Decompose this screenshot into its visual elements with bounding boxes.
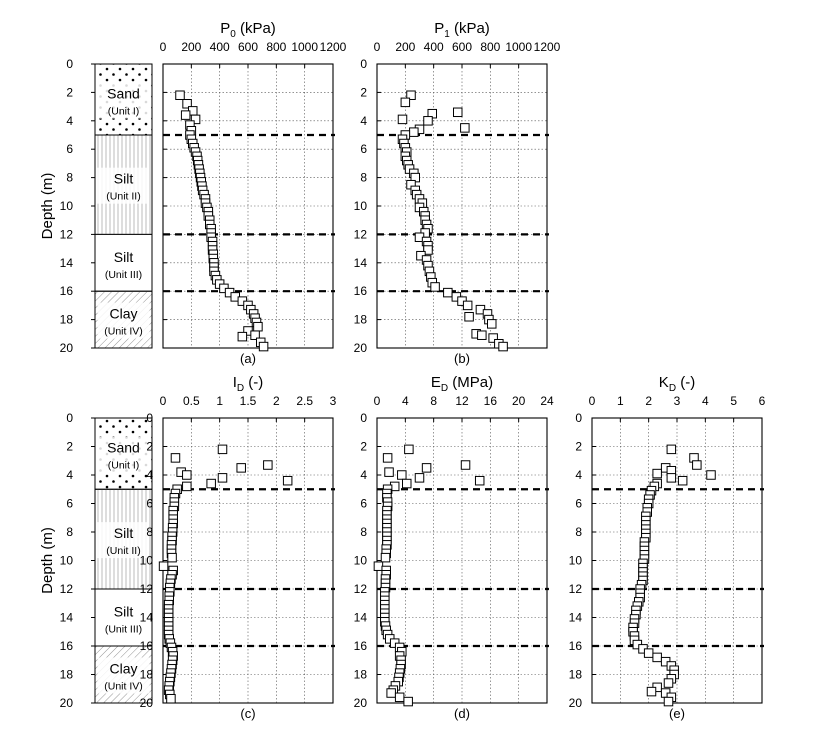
data-point xyxy=(678,476,687,485)
y-tick-label: 2 xyxy=(146,439,153,454)
data-point xyxy=(238,332,247,341)
y-tick-label: 2 xyxy=(360,439,367,454)
y-tick-label: 6 xyxy=(146,496,153,511)
title-units: (kPa) xyxy=(449,20,490,37)
x-tick-label: 1 xyxy=(616,394,624,408)
x-tick-label: 1000 xyxy=(291,40,319,54)
chart-panel xyxy=(354,20,561,366)
panel-label: (a) xyxy=(240,351,256,366)
data-point xyxy=(461,124,470,132)
chart-panel xyxy=(160,20,347,366)
data-point xyxy=(254,322,263,331)
x-tick-label: 1.5 xyxy=(239,394,257,408)
depth-tick-label: 2 xyxy=(66,85,73,100)
y-tick-label: 18 xyxy=(139,667,153,682)
depth-tick-label: 16 xyxy=(59,639,73,653)
x-tick-label: 200 xyxy=(395,40,416,54)
data-point xyxy=(283,476,292,485)
y-tick-label: 16 xyxy=(568,639,582,653)
data-point xyxy=(647,687,656,696)
y-tick-label: 18 xyxy=(353,667,367,682)
data-point xyxy=(410,128,419,137)
y-tick-label: 10 xyxy=(568,553,582,568)
chart-title xyxy=(434,20,490,40)
soil-unit-name: Silt xyxy=(113,170,134,187)
data-point xyxy=(237,464,246,473)
soil-unit-label: (Unit III) xyxy=(104,623,143,636)
y-tick-label: 10 xyxy=(353,199,367,213)
y-tick-label: 12 xyxy=(353,582,367,596)
soil-unit-name: Sand xyxy=(107,85,140,102)
x-tick-label: 2 xyxy=(645,394,653,408)
soil-unit-label: (Unit I) xyxy=(107,105,140,118)
soil-unit-label: (Unit II) xyxy=(106,190,141,203)
depth-tick-label: 6 xyxy=(66,142,73,157)
x-tick-label: 4 xyxy=(401,394,409,408)
data-point xyxy=(667,445,676,454)
x-tick-label: 3 xyxy=(329,394,337,408)
depth-tick-label: 8 xyxy=(66,525,73,539)
title-main: E xyxy=(430,374,441,391)
depth-tick-label: 10 xyxy=(59,199,73,213)
data-point xyxy=(463,301,472,310)
data-point xyxy=(405,445,414,454)
chart-title xyxy=(431,374,493,394)
depth-tick-label: 14 xyxy=(59,610,73,625)
y-tick-label: 16 xyxy=(353,284,367,299)
x-tick-label: 0 xyxy=(159,394,167,408)
x-tick-label: 2 xyxy=(272,394,280,408)
depth-axis-label: Depth (m) xyxy=(39,527,56,594)
depth-tick-label: 0 xyxy=(66,57,73,71)
panel-label: (b) xyxy=(454,351,470,366)
data-point xyxy=(167,694,176,703)
soil-unit-name: Silt xyxy=(113,603,134,620)
x-tick-label: 600 xyxy=(451,40,473,54)
soil-unit-label: (Unit II) xyxy=(106,545,141,558)
x-tick-label: 0 xyxy=(159,40,167,54)
data-point xyxy=(381,553,390,562)
depth-tick-label: 10 xyxy=(59,553,73,568)
data-point xyxy=(444,288,453,297)
y-tick-label: 8 xyxy=(146,525,153,539)
y-tick-label: 0 xyxy=(360,411,367,425)
data-point xyxy=(404,697,413,706)
data-point xyxy=(383,454,392,463)
x-tick-label: 600 xyxy=(237,40,259,54)
y-tick-label: 16 xyxy=(139,639,153,653)
soil-logs xyxy=(39,57,152,710)
y-tick-label: 10 xyxy=(353,553,367,568)
data-point xyxy=(461,461,470,470)
y-tick-label: 0 xyxy=(146,411,153,425)
data-point xyxy=(454,108,463,117)
y-tick-label: 8 xyxy=(360,170,367,185)
title-units: (-) xyxy=(244,374,264,391)
depth-tick-label: 12 xyxy=(59,582,73,596)
chart-title xyxy=(220,20,276,40)
data-point xyxy=(264,461,273,470)
data-point xyxy=(465,313,474,322)
data-point xyxy=(398,471,407,480)
title-units: (-) xyxy=(676,374,696,391)
y-tick-label: 16 xyxy=(353,639,367,653)
y-tick-label: 20 xyxy=(568,696,582,710)
title-main: P xyxy=(220,20,231,37)
panel-label: (c) xyxy=(240,706,256,721)
y-tick-label: 10 xyxy=(139,553,153,568)
depth-axis-label: Depth (m) xyxy=(39,172,56,240)
data-point xyxy=(499,342,508,351)
soil-unit-label: (Unit IV) xyxy=(104,680,143,693)
data-point xyxy=(171,454,180,463)
data-point xyxy=(207,479,216,488)
data-point xyxy=(181,111,190,120)
depth-tick-label: 20 xyxy=(59,341,73,355)
x-tick-label: 200 xyxy=(181,40,202,54)
depth-tick-label: 20 xyxy=(59,696,73,710)
chart-title xyxy=(233,374,264,394)
title-subscript: 0 xyxy=(230,29,236,40)
soil-unit-label: (Unit I) xyxy=(107,459,140,472)
panel-label: (e) xyxy=(669,706,685,721)
x-tick-label: 0 xyxy=(373,394,381,408)
x-tick-label: 24 xyxy=(540,394,554,408)
y-tick-label: 12 xyxy=(568,582,582,596)
depth-tick-label: 18 xyxy=(59,312,73,327)
y-tick-label: 8 xyxy=(360,525,367,539)
title-subscript: D xyxy=(668,383,677,394)
x-tick-label: 400 xyxy=(423,40,444,54)
y-tick-label: 6 xyxy=(360,496,367,511)
x-tick-label: 400 xyxy=(209,40,230,54)
soil-unit-name: Silt xyxy=(113,525,134,542)
x-tick-label: 800 xyxy=(480,40,501,54)
y-tick-label: 20 xyxy=(353,696,367,710)
y-tick-label: 18 xyxy=(353,312,367,327)
data-point xyxy=(168,553,177,562)
panel-label: (d) xyxy=(454,706,470,721)
x-tick-label: 800 xyxy=(266,40,287,54)
data-point xyxy=(667,474,676,483)
x-tick-label: 4 xyxy=(701,394,709,408)
data-point xyxy=(707,471,716,480)
x-tick-label: 1 xyxy=(216,394,224,408)
chart-title xyxy=(659,374,695,394)
data-point xyxy=(424,117,433,126)
x-tick-label: 1200 xyxy=(533,40,561,54)
data-point xyxy=(693,461,702,470)
x-tick-label: 16 xyxy=(483,394,498,408)
y-tick-label: 20 xyxy=(139,696,153,710)
x-tick-label: 6 xyxy=(758,394,766,408)
data-point xyxy=(259,342,268,351)
data-point xyxy=(218,445,227,454)
data-point xyxy=(403,479,412,488)
chart-panel xyxy=(354,374,554,721)
data-point xyxy=(653,653,662,662)
data-point xyxy=(664,697,673,706)
title-subscript: D xyxy=(236,383,245,394)
y-tick-label: 4 xyxy=(575,468,582,482)
x-tick-label: 1000 xyxy=(505,40,533,54)
title-main: K xyxy=(658,374,669,391)
data-point xyxy=(176,91,185,100)
depth-tick-label: 4 xyxy=(66,113,73,128)
y-tick-label: 2 xyxy=(575,439,582,454)
x-tick-label: 0 xyxy=(588,394,596,408)
depth-tick-label: 4 xyxy=(66,468,73,482)
y-tick-label: 12 xyxy=(139,582,153,596)
depth-tick-label: 0 xyxy=(66,411,73,425)
y-tick-label: 2 xyxy=(360,85,367,100)
chart-panels xyxy=(140,20,766,721)
y-tick-label: 4 xyxy=(360,468,367,482)
data-point xyxy=(644,649,653,658)
data-point xyxy=(398,115,407,124)
y-tick-label: 8 xyxy=(575,525,582,539)
depth-tick-label: 6 xyxy=(66,496,73,511)
depth-tick-label: 12 xyxy=(59,227,73,242)
soil-unit-label: (Unit III) xyxy=(104,268,143,281)
data-point xyxy=(385,468,394,477)
y-tick-label: 6 xyxy=(360,142,367,157)
data-point xyxy=(183,471,192,480)
soil-unit-name: Sand xyxy=(107,439,140,456)
y-tick-label: 14 xyxy=(139,610,153,625)
soil-log xyxy=(39,411,152,710)
y-tick-label: 12 xyxy=(353,227,367,242)
y-tick-label: 14 xyxy=(568,610,582,625)
depth-tick-label: 8 xyxy=(66,170,73,185)
soil-log xyxy=(39,57,152,355)
data-point xyxy=(395,693,404,702)
title-subscript: D xyxy=(440,383,449,394)
data-point xyxy=(664,679,673,688)
x-tick-label: 2.5 xyxy=(296,394,314,408)
data-point xyxy=(374,562,383,571)
data-point xyxy=(218,474,227,483)
data-point xyxy=(183,482,192,491)
chart-panel xyxy=(140,374,337,721)
soil-unit-name: Silt xyxy=(113,248,134,265)
data-point xyxy=(415,474,424,483)
depth-tick-label: 14 xyxy=(59,255,73,270)
x-tick-label: 5 xyxy=(730,394,738,408)
soil-unit-name: Clay xyxy=(109,305,138,322)
y-tick-label: 14 xyxy=(353,610,367,625)
title-units: (MPa) xyxy=(448,374,494,391)
x-tick-label: 3 xyxy=(673,394,681,408)
data-point xyxy=(653,469,662,478)
data-point xyxy=(431,283,440,292)
y-tick-label: 18 xyxy=(568,667,582,682)
data-point xyxy=(488,320,497,329)
y-tick-label: 20 xyxy=(353,341,367,355)
y-tick-label: 0 xyxy=(360,57,367,71)
x-tick-label: 1200 xyxy=(319,40,347,54)
depth-tick-label: 16 xyxy=(59,284,73,299)
depth-tick-label: 18 xyxy=(59,667,73,682)
chart-panel xyxy=(569,374,766,721)
title-main: P xyxy=(434,20,445,37)
depth-tick-label: 2 xyxy=(66,439,73,454)
title-units: (kPa) xyxy=(235,20,276,37)
data-point xyxy=(478,331,487,340)
title-main: I xyxy=(232,374,237,391)
y-tick-label: 0 xyxy=(575,411,582,425)
data-point xyxy=(401,98,410,107)
data-point xyxy=(475,476,484,485)
x-tick-label: 8 xyxy=(430,394,438,408)
x-tick-label: 0.5 xyxy=(182,394,200,408)
x-tick-label: 20 xyxy=(511,394,526,408)
title-subscript: 1 xyxy=(444,29,450,40)
y-tick-label: 14 xyxy=(353,255,367,270)
data-point xyxy=(159,562,168,571)
data-point xyxy=(387,689,396,698)
soil-unit-label: (Unit IV) xyxy=(104,325,143,338)
x-tick-label: 12 xyxy=(455,394,469,408)
y-tick-label: 4 xyxy=(360,113,367,128)
y-tick-label: 4 xyxy=(146,468,153,482)
x-tick-label: 0 xyxy=(373,40,381,54)
data-point xyxy=(422,464,431,473)
soil-unit-name: Clay xyxy=(109,660,138,677)
y-tick-label: 6 xyxy=(575,496,582,511)
